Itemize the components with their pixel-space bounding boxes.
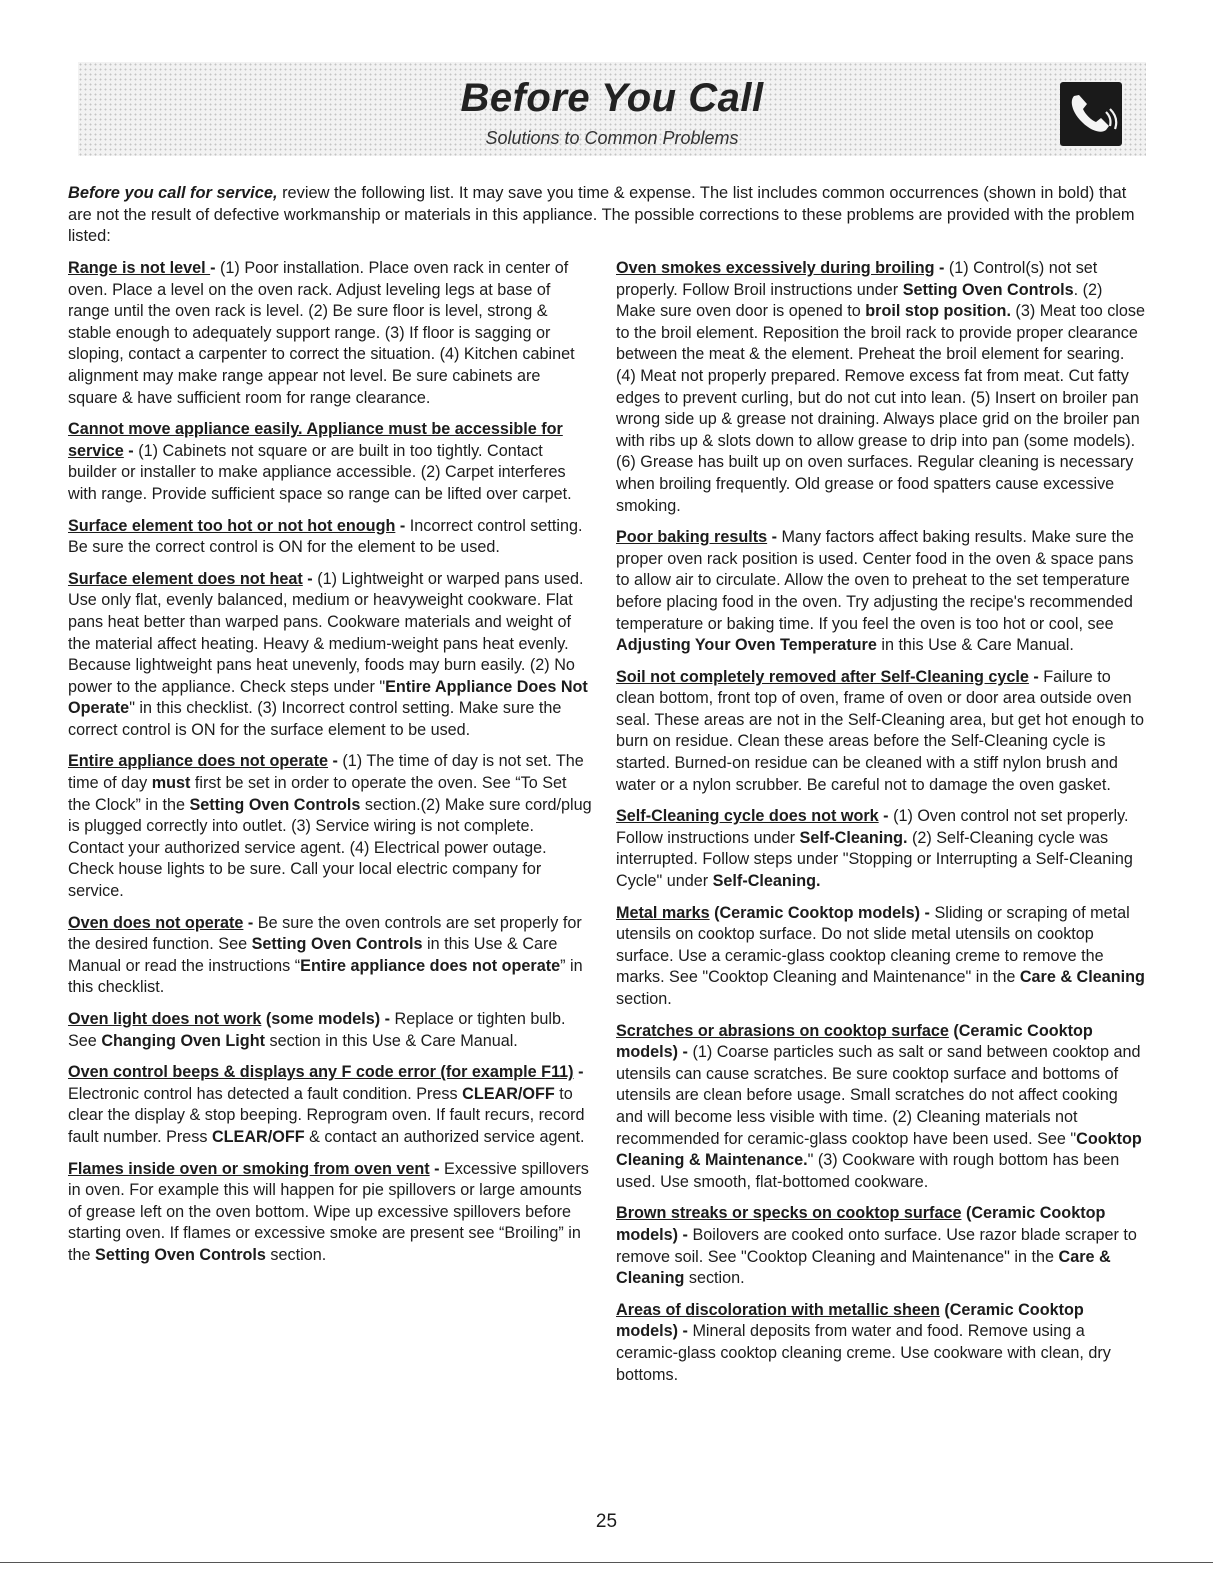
- bottom-rule: [0, 1562, 1213, 1563]
- problem-heading: Soil not completely removed after Self-Cleaning cycle: [616, 667, 1029, 686]
- bold-text: -: [767, 528, 782, 547]
- solution-text: (3) Meat too close to the broil element. Reposition the broil rack to provide proper clearance between the meat & the element. Preheat the broil element for searing. (4) Meat not properly prepared. Remove excess fat from meat. Cut fatty edges to prevent curling, but do not cut into lean. (5) Insert on broiler pan wrong side up & grease not draining. Always place grid on the broiler pan with ribs up & slots down to allow grease to drip into pan (some models). (6) Grease has built up on oven surfaces. Regular cleaning is necessary when broiling frequently. Old grease or food spatters cause excessive smoking.: [616, 302, 1145, 515]
- problem-heading: Flames inside oven or smoking from oven vent: [68, 1159, 430, 1178]
- problem-heading: Surface element too hot or not hot enough: [68, 516, 396, 535]
- solution-text: section in this Use & Care Manual.: [264, 1031, 518, 1050]
- problem-heading: Entire appliance does not operate: [68, 752, 328, 771]
- bold-text: (Ceramic Cooktop models) -: [616, 1204, 1106, 1244]
- troubleshooting-entry: [616, 1300, 1146, 1386]
- bold-text: (Ceramic Cooktop models) -: [616, 1300, 1084, 1341]
- solution-text: in this Use & Care Manual or read the instructions “: [68, 935, 558, 975]
- bold-text: -: [210, 259, 221, 277]
- solution-text: (1) Coarse particles such as salt or sand between cooktop and utensils can cause scratches. Be sure cooktop surface and bottoms of utensils are clean before usage. Small scratches do not affect cooking and will become less visible with time. (2) Cleaning materials not recommended for ceramic-glass cooktop have been used. See ": [616, 1043, 1141, 1148]
- solution-text: section.: [684, 1269, 745, 1288]
- solution-text: Many factors affect baking results. Make sure the proper oven rack position is used. Center food in the oven & space pans to allow air to circulate. Allow the oven to preheat to the set temperature before placing food in the oven. Try adjusting the recipe's recommended temperature or baking time. If you feel the oven is too hot or cool, see: [616, 528, 1134, 633]
- problem-heading: Areas of discoloration with metallic sheen: [616, 1300, 940, 1319]
- solution-text: " (3) Cookware with rough bottom has been used. Use smooth, flat-bottomed cookware.: [616, 1151, 1120, 1191]
- intro-lead: Before you call for service,: [68, 184, 278, 202]
- bold-text: (some models) -: [261, 1010, 395, 1028]
- solution-text: (1) Oven control not set properly. Follow instructions under: [616, 807, 1129, 847]
- bold-text: -: [573, 1063, 584, 1082]
- solution-text: first be set in order to operate the oven. See “To Set the Clock” in the: [68, 774, 567, 814]
- solution-text: Be sure the oven controls are set properly for the desired function. See: [68, 913, 582, 954]
- bold-text: -: [1028, 667, 1044, 686]
- troubleshooting-entry: [616, 667, 1146, 797]
- troubleshooting-entry: [616, 1021, 1146, 1194]
- problem-heading: Oven control beeps & displays any F code error (for example F11): [68, 1063, 574, 1082]
- solution-text: section.: [616, 990, 672, 1008]
- bold-text: Adjusting Your Oven Temperature: [616, 636, 877, 655]
- page-title: Before You Call: [460, 76, 764, 120]
- bold-text: Cooktop Cleaning & Maintenance.: [616, 1129, 1142, 1170]
- bold-text: -: [243, 913, 258, 932]
- troubleshooting-entry: [68, 1159, 592, 1267]
- troubleshooting-entry: [616, 1203, 1146, 1289]
- troubleshooting-entry: [616, 527, 1146, 657]
- bold-text: Changing Oven Light: [101, 1031, 265, 1050]
- troubleshooting-entry: [68, 913, 592, 999]
- bold-text: Self-Cleaning.: [799, 828, 908, 847]
- bold-text: -: [302, 569, 318, 588]
- troubleshooting-entry: [68, 1009, 592, 1052]
- bold-text: Setting Oven Controls: [251, 935, 423, 954]
- problem-heading: Cannot move appliance easily. Appliance must be accessible for service: [68, 420, 563, 460]
- troubleshooting-entry: [68, 419, 592, 505]
- solution-text: section.(2) Make sure cord/plug is plugged correctly into outlet. (3) Service wiring is not complete. Contact your authorized service agent. (4) Electrical power outage. Check house lights to be sure. Call your local electric company for service.: [68, 795, 592, 901]
- problem-heading: Oven smokes excessively during broiling: [616, 259, 935, 277]
- troubleshooting-entry: [68, 1062, 592, 1148]
- solution-text: ” in this checklist.: [68, 956, 583, 997]
- bold-text: -: [395, 516, 410, 535]
- bold-text: Care & Cleaning: [616, 1247, 1111, 1288]
- bold-text: Care & Cleaning: [1019, 968, 1145, 987]
- troubleshooting-entry: [68, 751, 592, 902]
- troubleshooting-entry: [616, 258, 1146, 517]
- troubleshooting-entry: [68, 258, 592, 409]
- problem-heading: Self-Cleaning cycle does not work: [616, 807, 879, 826]
- solution-text: (1) Cabinets not square or are built in too tightly. Contact builder or installer to make appliance accessible. (2) Carpet interferes with range. Provide sufficient space so range can be lifted over carpet.: [68, 441, 572, 503]
- solution-text: & contact an authorized service agent.: [304, 1127, 585, 1146]
- troubleshooting-entry: [68, 569, 592, 742]
- problem-heading: Surface element does not heat: [68, 569, 303, 588]
- page-subtitle: Solutions to Common Problems: [485, 128, 739, 148]
- solution-text: Sliding or scraping of metal utensils on cooktop surface. Do not slide metal utensils on cooktop surface. Use a ceramic-glass cooktop cleaning creme to remove the marks. See "Cooktop Cleaning and Maintenance" in the: [616, 903, 1130, 987]
- solution-text: (1) The time of day is not set. The time of day: [68, 752, 584, 793]
- bold-text: Setting Oven Controls: [189, 795, 361, 814]
- bold-text: must: [151, 774, 191, 793]
- left-column: [68, 258, 592, 1277]
- problem-heading: Poor baking results: [616, 528, 768, 547]
- solution-text: (1) Lightweight or warped pans used. Use only flat, evenly balanced, medium or heavyweight cookware. Flat pans heat better than warped pans. Cookware materials and weight of the material affect heating. Heavy & medium-weight pans heat evenly. Because lightweight pans heat unevenly, foods may burn easily. (2) No power to the appliance. Check steps under ": [68, 569, 584, 696]
- solution-text: in this Use & Care Manual.: [876, 636, 1074, 655]
- solution-text: (2) Self-Cleaning cycle was interrupted. Follow steps under "Stopping or Interrupting a Self-Cleaning Cycle" under: [616, 828, 1133, 891]
- solution-text: Excessive spillovers in oven. For example this will happen for pie spillovers or large amounts of grease left on the oven bottom. Wipe up excessive spillovers before starting oven. If flames or excessive smoke are present see “Broiling” in the: [68, 1159, 589, 1264]
- solution-text: (1) Control(s) not set properly. Follow Broil instructions under: [616, 259, 1098, 299]
- solution-text: Incorrect control setting. Be sure the correct control is ON for the element to be used.: [68, 516, 583, 557]
- troubleshooting-entry: [68, 516, 592, 559]
- solution-text: " in this checklist. (3) Incorrect control setting. Make sure the correct control is ON for the surface element to be used.: [68, 699, 562, 739]
- solution-text: . (2) Make sure oven door is opened to: [616, 280, 1103, 321]
- solution-text: to clear the display & stop beeping. Reprogram oven. If fault recurs, record fault number. Press: [68, 1084, 585, 1146]
- telephone-icon: [1060, 82, 1122, 146]
- solution-text: (1) Poor installation. Place oven rack in center of oven. Place a level on the oven rack. Adjust leveling legs at base of range until the oven rack is level. (2) Be sure floor is level, strong & stable enough to adequately support range. (3) If floor is sagging or sloping, contact a carpenter to correct the situation. (4) Kitchen cabinet alignment may make range appear not level. Be sure cabinets are square & have sufficient room for range clearance.: [68, 259, 575, 407]
- page-number: 25: [595, 1511, 618, 1532]
- problem-heading: Metal marks: [616, 903, 710, 922]
- intro-text: review the following list. It may save you time & expense. The list includes common occurrences (shown in bold) that are not the result of defective workmanship or materials in this appliance. The possible corrections to these problems are provided with the problem listed:: [68, 184, 1135, 245]
- problem-heading: Range is not level: [68, 259, 211, 277]
- bold-text: -: [327, 752, 343, 771]
- problem-heading: Brown streaks or specks on cooktop surface: [616, 1204, 962, 1223]
- problem-heading: Oven does not operate: [68, 913, 244, 932]
- intro-paragraph: [68, 183, 1148, 248]
- bold-text: (Ceramic Cooktop models) -: [709, 903, 935, 922]
- bold-text: Entire Appliance Does Not Operate: [68, 677, 588, 718]
- header-banner: [78, 62, 1146, 156]
- right-column: [616, 258, 1146, 1396]
- bold-text: Self-Cleaning.: [712, 872, 821, 891]
- bold-text: -: [429, 1159, 445, 1178]
- troubleshooting-entry: [616, 903, 1146, 1011]
- bold-text: -: [878, 807, 894, 826]
- troubleshooting-entry: [616, 806, 1146, 892]
- bold-text: CLEAR/OFF: [462, 1084, 555, 1103]
- bold-text: Setting Oven Controls: [902, 280, 1074, 299]
- bold-text: (Ceramic Cooktop models) -: [616, 1021, 1093, 1062]
- bold-text: -: [934, 259, 949, 277]
- bold-text: Entire appliance does not operate: [300, 956, 561, 975]
- solution-text: Boilovers are cooked onto surface. Use razor blade scraper to remove soil. See "Cooktop Cleaning and Maintenance" in the: [616, 1225, 1137, 1266]
- problem-heading: Oven light does not work: [68, 1010, 262, 1028]
- problem-heading: Scratches or abrasions on cooktop surface: [616, 1021, 949, 1040]
- bold-text: broil stop position.: [865, 302, 1011, 321]
- bold-text: -: [123, 441, 139, 460]
- bold-text: CLEAR/OFF: [211, 1127, 305, 1146]
- solution-text: Electronic control has detected a fault condition. Press: [68, 1084, 463, 1103]
- solution-text: section.: [265, 1245, 327, 1264]
- solution-text: Mineral deposits from water and food. Remove using a ceramic-glass cooktop cleaning creme. Use cookware with clean, dry bottoms.: [616, 1322, 1111, 1384]
- solution-text: Replace or tighten bulb. See: [68, 1010, 566, 1050]
- solution-text: Failure to clean bottom, front top of oven, frame of oven or door area outside oven seal. These areas are not in the Self-Cleaning area, but get hot enough to burn on residue. Clean these areas before the Self-Cleaning cycle is started. Burned-on residue can be cleaned with a stiff nylon brush and water or a nylon scrubber. Be careful not to damage the oven gasket.: [616, 667, 1144, 794]
- bold-text: Setting Oven Controls: [95, 1245, 266, 1264]
